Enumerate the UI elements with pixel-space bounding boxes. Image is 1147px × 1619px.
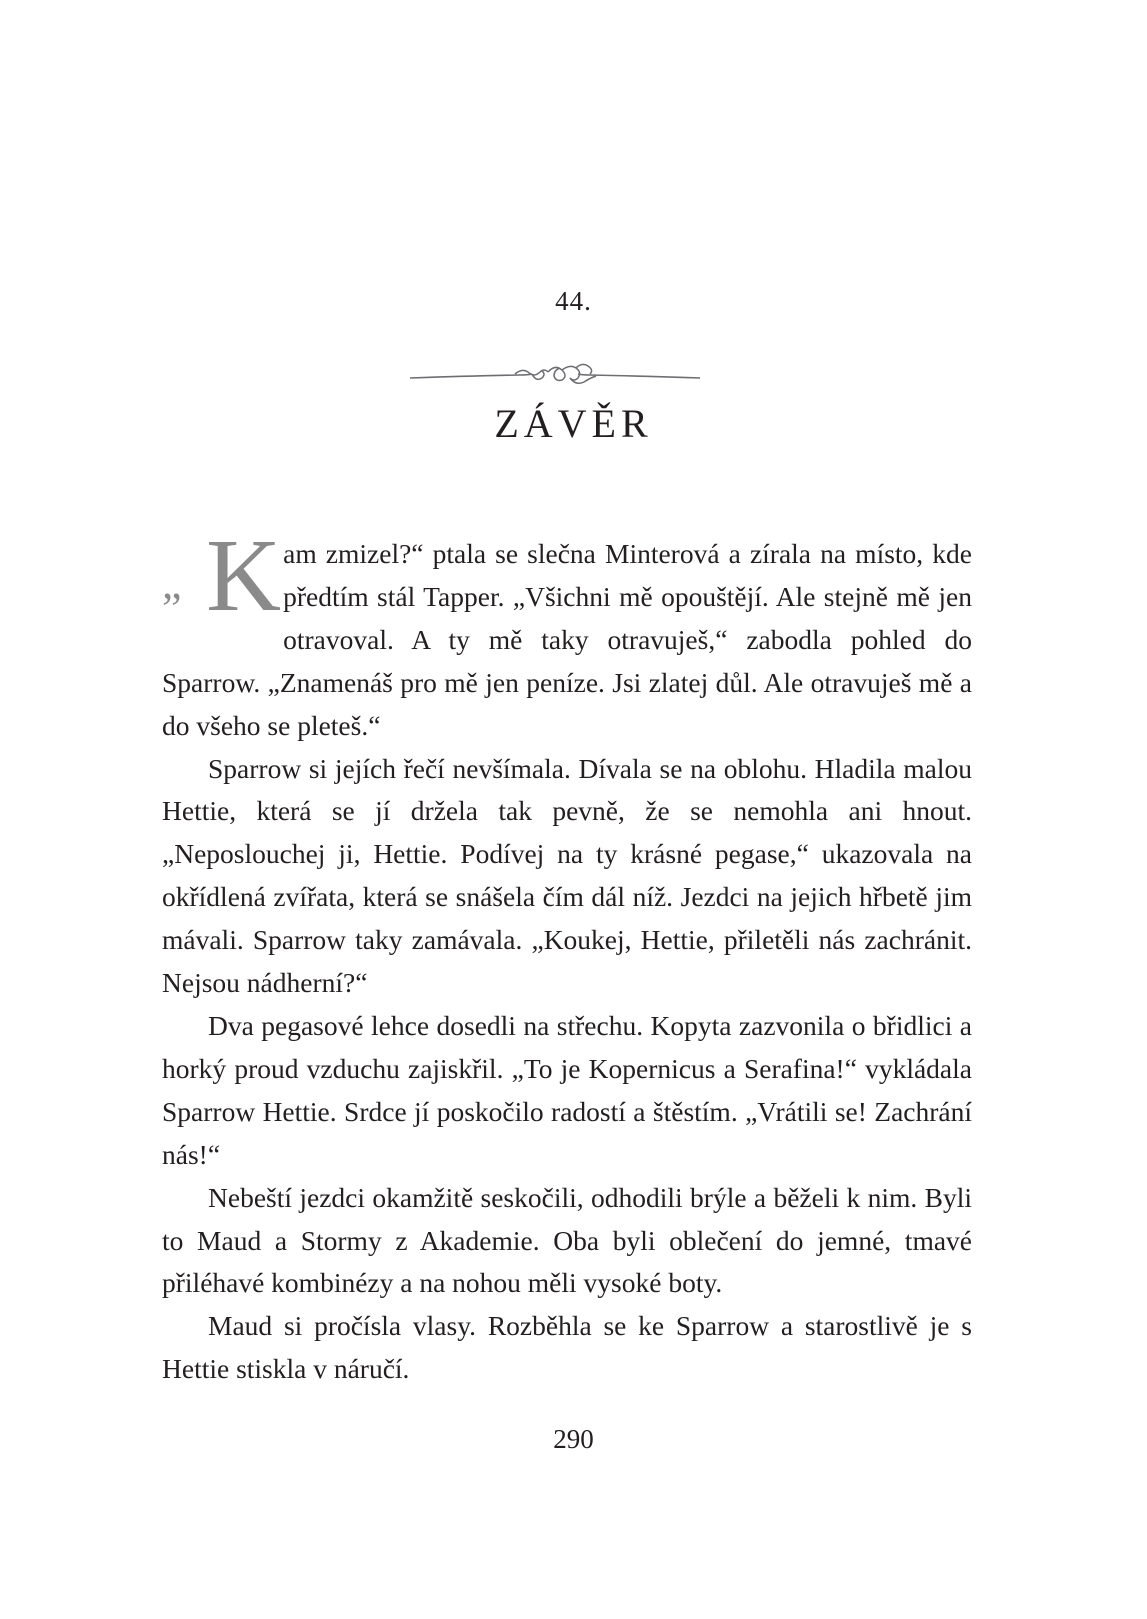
paragraph: Maud si pročísla vlasy. Rozběhla se ke Sparrow a starostlivě je s Hettie stiskla v náručí. <box>162 1310 972 1385</box>
chapter-title: ZÁVĚR <box>494 401 653 446</box>
paragraph: Dva pegasové lehce dosedli na střechu. Kopyta zazvonila o břidlici a horký proud vzduchu zajiskřil. „To je Kopernicus a Serafina!“ vykládala Sparrow Hettie. Srdce jí poskočilo radostí a štěstím. „Vrátili se! Zachrání nás!“ <box>162 1009 972 1170</box>
page-number: 290 <box>553 1424 594 1454</box>
chapter-body <box>162 518 972 1391</box>
flourish-divider-icon <box>410 360 700 396</box>
opening-quote-mark: „ <box>162 559 182 608</box>
paragraph <box>162 518 972 748</box>
paragraph: Nebeští jezdci okamžitě seskočili, odhodili brýle a běželi k nim. Byli to Maud a Stormy z Akademie. Oba byli oblečení do jemné, tmavé přiléhavé kombinézy a na nohou měli vysoké boty. <box>162 1181 972 1299</box>
chapter-number: 44. <box>555 286 592 316</box>
drop-cap: K <box>206 518 282 633</box>
paragraph: Sparrow si jejích řečí nevšímala. Dívala se na oblohu. Hladila malou Hettie, která se jí držela tak pevně, že se nemohla ani hnout. „Neposlouchej ji, Hettie. Podívej na ty krásné pegase,“ ukazovala na okřídlená zvířata, která se snášela čím dál níž. Jezdci na jejich hřbetě jim mávali. Sparrow taky zamávala. „Koukej, Hettie, přiletěli nás zachránit. Nejsou nádherní?“ <box>162 752 972 999</box>
paragraph-text: am zmizel?“ ptala se slečna Minterová a zírala na místo, kde předtím stál Tapper. „Všichni mě opouštějí. Ale stejně mě jen otravoval. A ty mě taky otravuješ,“ zabodla pohled do Sparrow. „Znamenáš pro mě jen peníze. Jsi zlatej důl. Ale otravuješ mě a do všeho se pleteš.“ <box>162 538 972 741</box>
